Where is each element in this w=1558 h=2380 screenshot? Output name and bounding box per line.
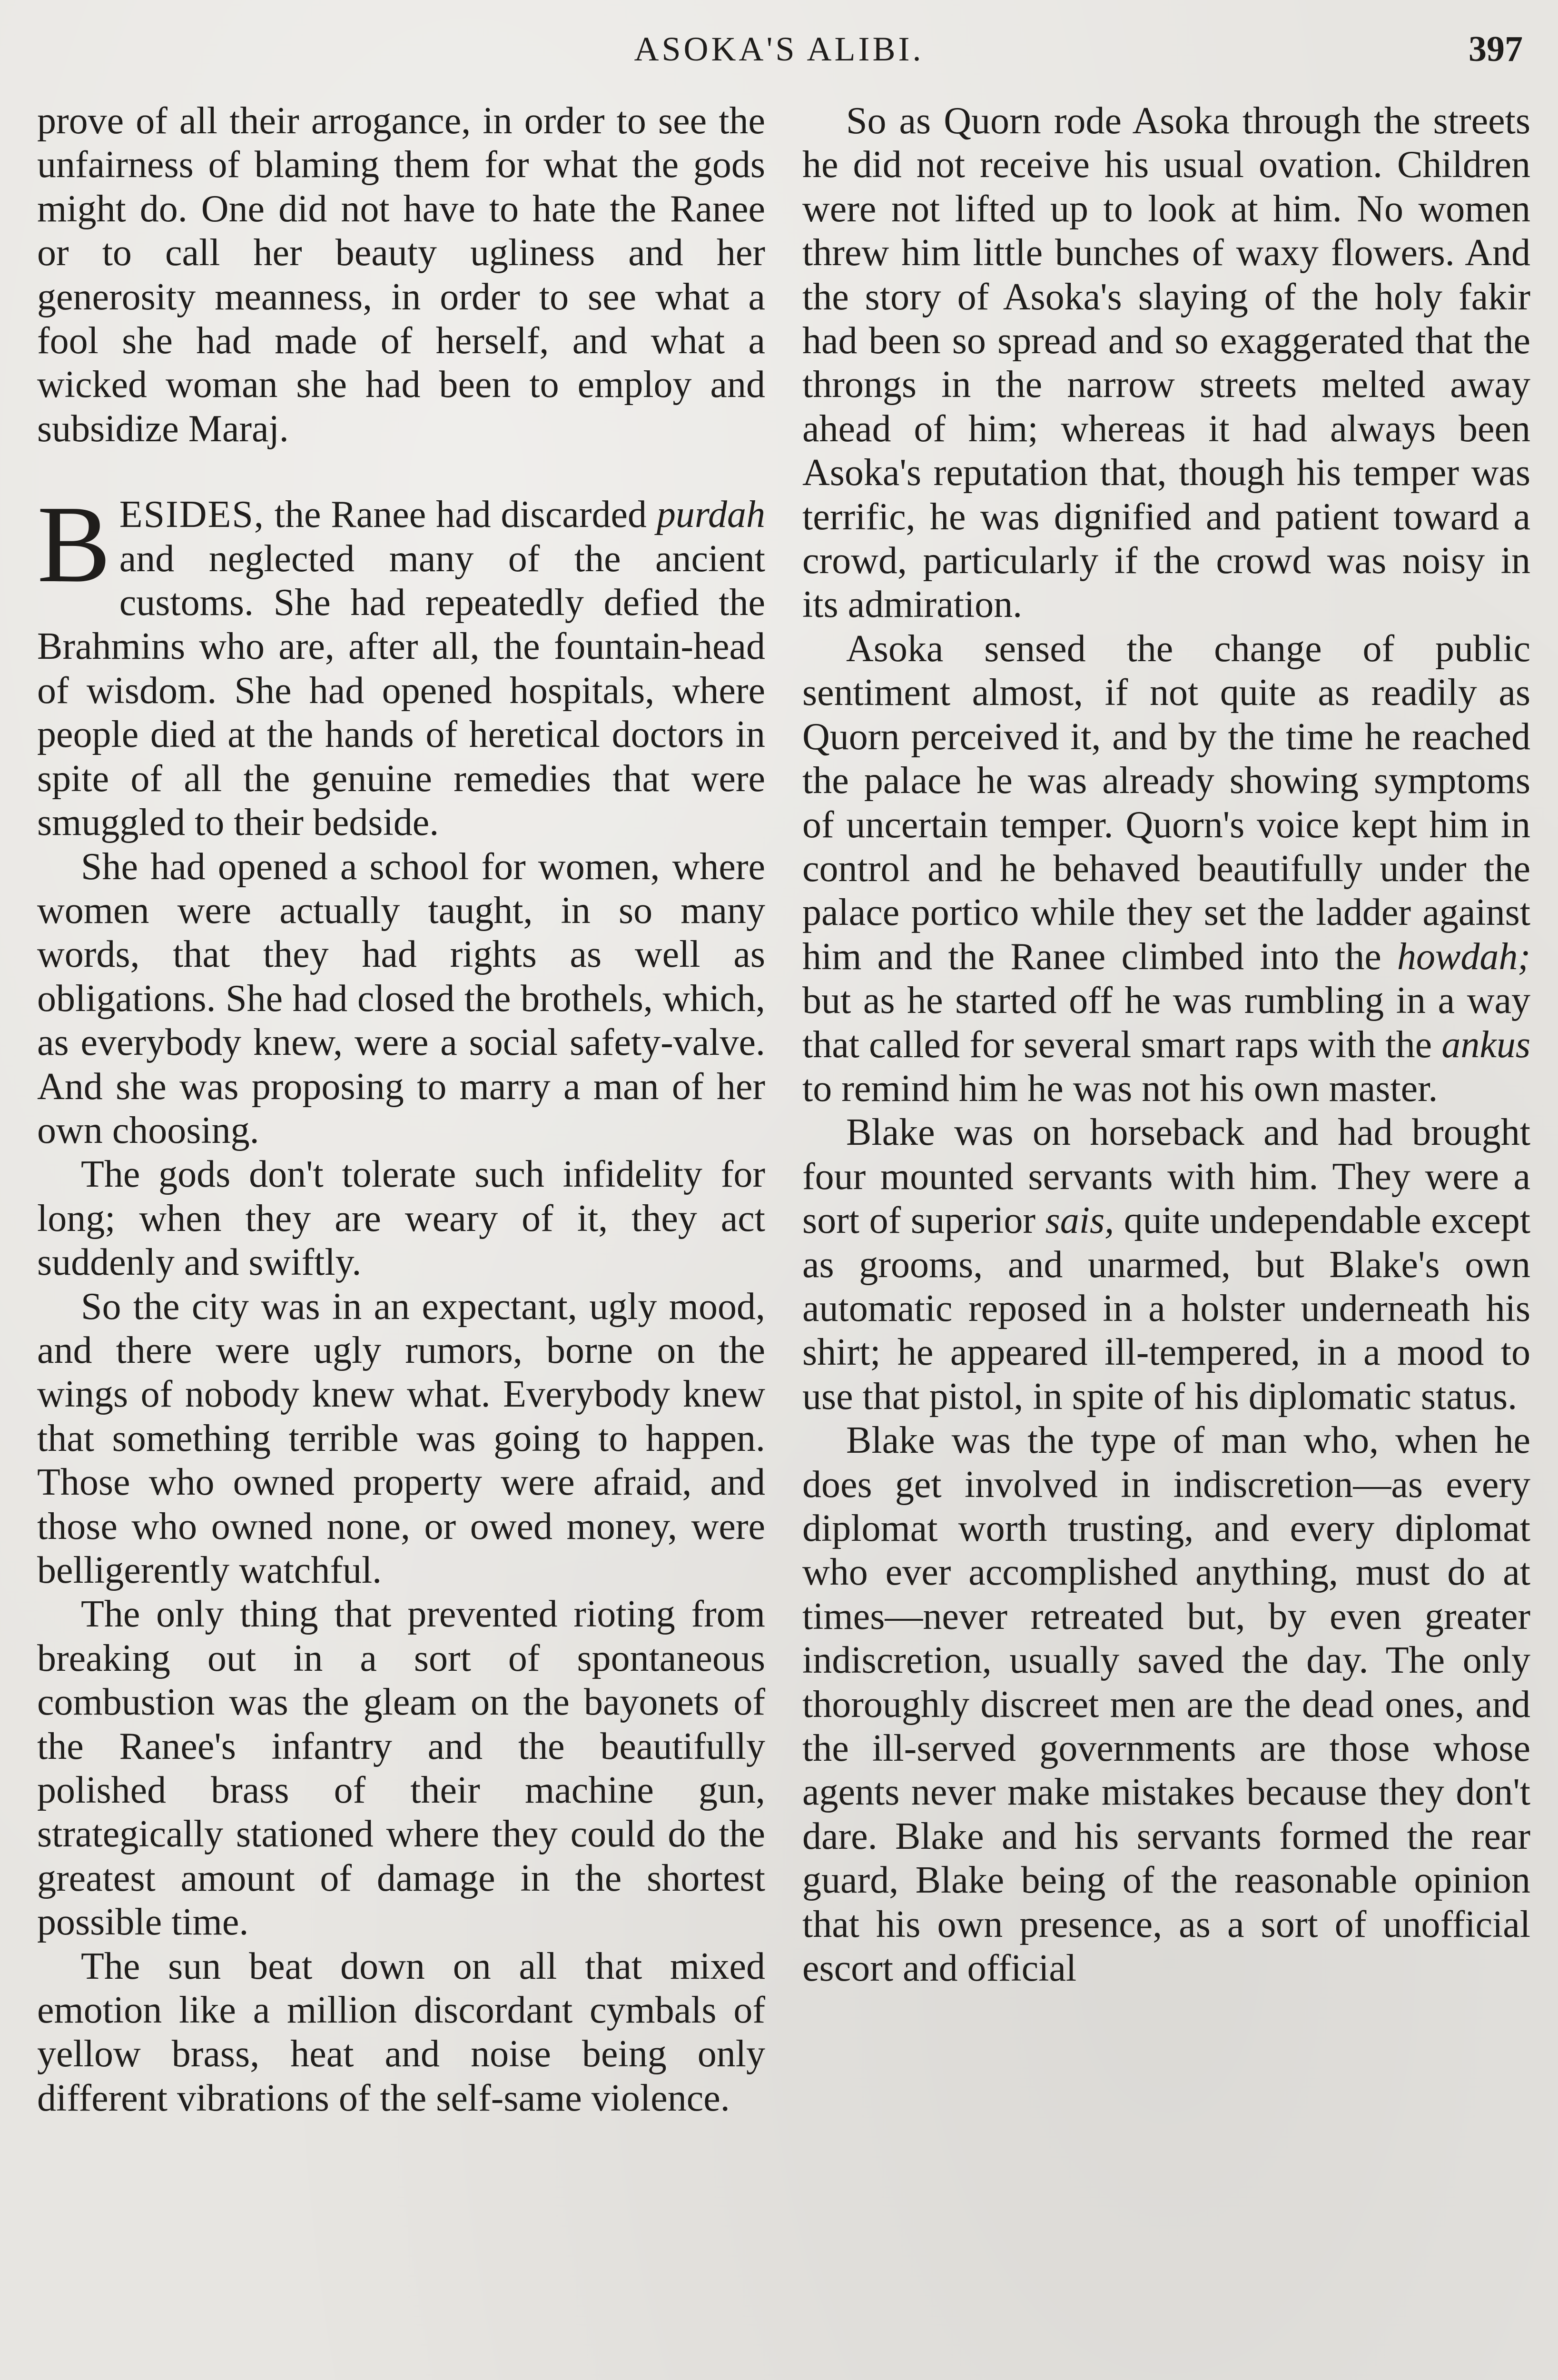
italic-term: howdah;: [1397, 935, 1530, 978]
paragraph: She had opened a school for women, where women were actually taught, in so many words, that they had rights as well as obligations. She had closed the brothels, which, as everybody knew, were a social safety-valve. And she was proposing to marry a man of her own choosing.: [37, 845, 765, 1151]
text-run: the Ranee had discarded: [264, 494, 657, 536]
text-run: to remind him he was not his own master.: [802, 1067, 1438, 1110]
text-run: but as he started off he was rumbling in a way that called for several smart raps with the: [802, 980, 1530, 1066]
paragraph: [802, 627, 1530, 1111]
paragraph: prove of all their arrogance, in order to see the unfairness of blaming them for what the gods might do. One did not have to hate the Ranee or to call her beauty ugliness and her generosity meanness, in order to see what a fool she had made of herself, and what a wicked woman she had been to employ and subsidize Maraj.: [37, 100, 765, 450]
paragraph: The gods don't tolerate such infidelity for long; when they are weary of it, they act suddenly and swiftly.: [37, 1153, 765, 1284]
italic-term: purdah: [656, 494, 765, 536]
page-number: 397: [1469, 29, 1523, 69]
running-title: ASOKA'S ALIBI.: [634, 30, 924, 68]
drop-cap: B: [37, 483, 111, 606]
left-column: [37, 99, 765, 2380]
right-column: [802, 99, 1530, 2380]
text-run: quite undependable except as grooms, and unarmed, but Blake's own automatic reposed in a holster underneath his shirt; he appeared ill-tempered, in a mood to use that pistol, in spite of his diplomatic status.: [802, 1200, 1530, 1418]
paragraph: The only thing that prevented rioting from breaking out in a sort of spontaneous combustion was the gleam on the bayonets of the Ranee's infantry and the beautifully polished brass of their machine gun, strategically stationed where they could do the greatest amount of damage in the shortest possible time.: [37, 1593, 765, 1944]
paragraph: [802, 1111, 1530, 1418]
italic-term: sais,: [1045, 1200, 1114, 1242]
italic-term: ankus: [1441, 1023, 1530, 1066]
paragraph-section-start: [37, 483, 765, 844]
paragraph: So the city was in an expectant, ugly mood, and there were ugly rumors, borne on the wings of nobody knew what. Everybody knew that something terrible was going to happen. Those who owned property were afraid, and those who owned none, or owed money, were belligerently watchful.: [37, 1285, 765, 1591]
running-header: [0, 23, 1558, 75]
paragraph: The sun beat down on all that mixed emotion like a million discordant cymbals of yellow brass, heat and noise being only different vibrations of the self-same violence.: [37, 1945, 765, 2119]
small-caps-lead: ESIDES,: [119, 494, 265, 536]
text-run: and neglected many of the ancient customs. She had repeatedly defied the Brahmins who are, after all, the fountain-head of wisdom. She had opened hospitals, where people died at the hands of heretical doctors in spite of all the genuine remedies that were smuggled to their bedside.: [37, 537, 765, 844]
paragraph: So as Quorn rode Asoka through the streets he did not receive his usual ovation. Children were not lifted up to look at him. No women threw him little bunches of waxy flowers. And the story of Asoka's slaying of the holy fakir had been so spread and so exaggerated that the throngs in the narrow streets melted away ahead of him; whereas it had always been Asoka's reputation that, though his temper was terrific, he was dignified and patient toward a crowd, particularly if the crowd was noisy in its admiration.: [802, 100, 1530, 626]
text-run: Asoka sensed the change of public sentiment almost, if not quite as readily as Quorn perceived it, and by the time he reached the palace he was already showing symptoms of uncertain temper. Quorn's voice kept him in control and he behaved beautifully under the palace portico while they set the ladder against him and the Ranee climbed into the: [802, 627, 1530, 978]
paragraph: Blake was the type of man who, when he does get involved in indiscretion—as every diplomat worth trusting, and every diplomat who ever accomplished anything, must do at times—never retreated but, by even greater indiscretion, usually saved the day. The only thoroughly discreet men are the dead ones, and the ill-served governments are those whose agents never make mistakes because they don't dare. Blake and his servants formed the rear guard, Blake being of the reasonable opinion that his own presence, as a sort of unofficial escort and official: [802, 1419, 1530, 1990]
text-run: Blake was on horseback and had brought four mounted servants with him. They were a sort of superior: [802, 1111, 1530, 1242]
